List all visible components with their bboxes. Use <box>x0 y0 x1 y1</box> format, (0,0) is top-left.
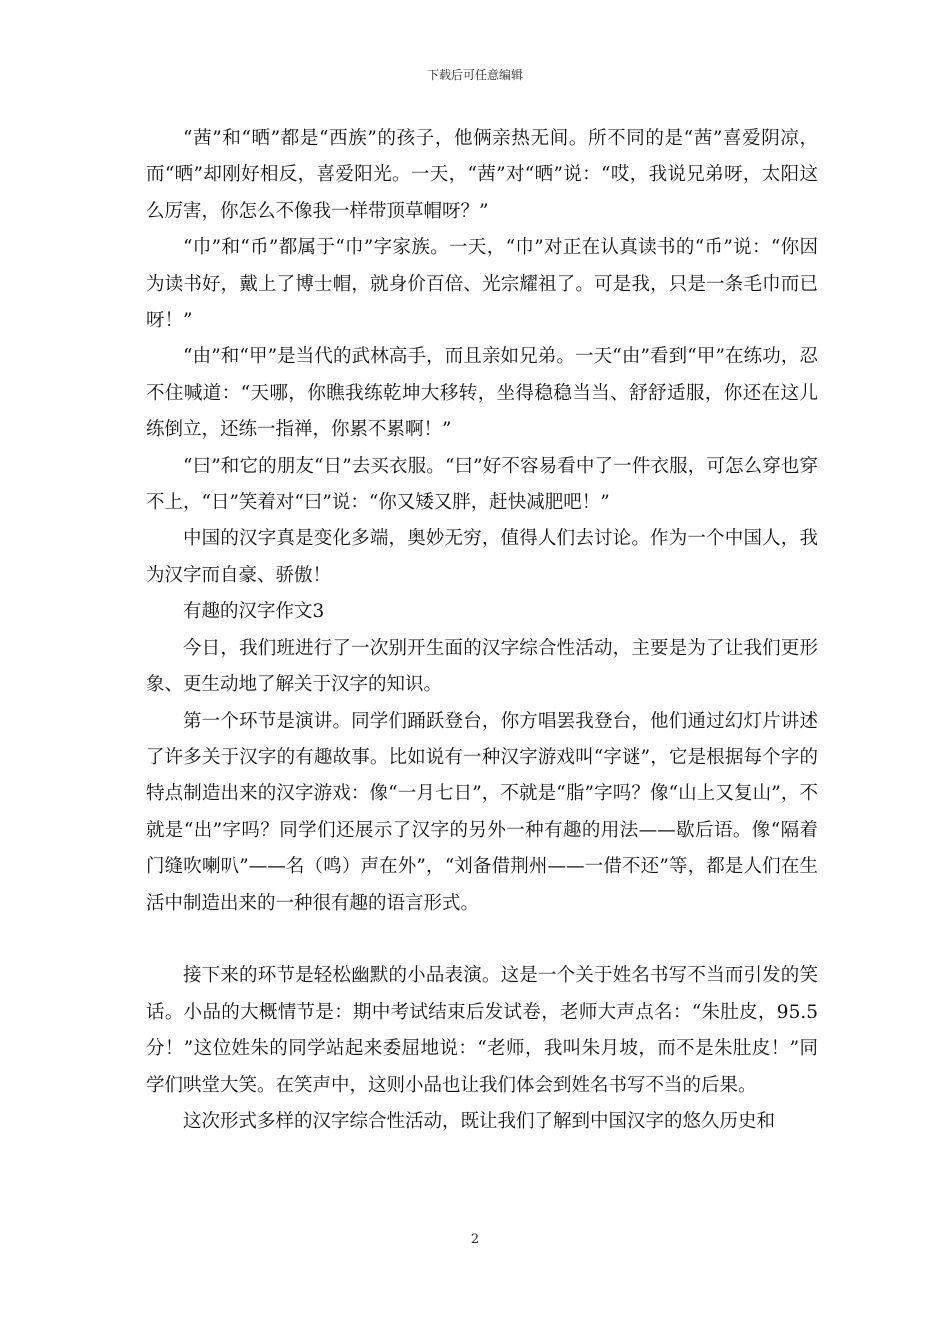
paragraph-3: “由”和“甲”是当代的武林高手，而且亲如兄弟。一天“由”看到“甲”在练功，忍不住喊道：“天哪，你瞧我练乾坤大移转，坐得稳稳当当、舒舒适服，你还在这儿练倒立，还练一指禅，你累不累啊！” <box>146 346 818 441</box>
paragraph-gap <box>146 922 818 958</box>
section-title: 有趣的汉字作文3 <box>183 601 325 623</box>
paragraph-9: 这次形式多样的汉字综合性活动，既让我们了解到中国汉字的悠久历史和 <box>183 1110 776 1132</box>
paragraph-5: 中国的汉字真是变化多端，奥妙无穷，值得人们去讨论。作为一个中国人，我为汉字而自豪、骄傲！ <box>146 528 818 586</box>
page-header: 下载后可任意编辑 <box>426 68 523 82</box>
paragraph-2: “巾”和“币”都属于“巾”字家族。一天，“巾”对正在认真读书的“币”说：“你因为读书好，戴上了博士帽，就身价百倍、光宗耀祖了。可是我，只是一条毛巾而已呀！” <box>146 237 818 332</box>
paragraph-6: 今日，我们班进行了一次别开生面的汉字综合性活动，主要是为了让我们更形象、更生动地了解关于汉字的知识。 <box>146 637 818 696</box>
paragraph-7: 第一个环节是演讲。同学们踊跃登台，你方唱罢我登台，他们通过幻灯片讲述了许多关于汉字的有趣故事。比如说有一种汉字游戏叫“字谜”，它是根据每个字的特点制造出来的汉字游戏：像“一月七日”，不就是“脂”字吗？像“山上又复山”，不就是“出”字吗？同学们还展示了汉字的另外一种有趣的用法——歇后语。像“隔着门缝吹喇叭”——名（鸣）声在外”，“刘备借荆州——一借不还”等，都是人们在生活中制造出来的一种很有趣的语言形式。 <box>146 710 818 914</box>
paragraph-4: “曰”和它的朋友“日”去买衣服。“曰”好不容易看中了一件衣服，可怎么穿也穿不上，“日”笑着对“曰”说：“你又矮又胖，赶快减肥吧！” <box>146 455 818 514</box>
paragraph-8: 接下来的环节是轻松幽默的小品表演。这是一个关于姓名书写不当而引发的笑话。小品的大概情节是：期中考试结束后发试卷，老师大声点名：“朱肚皮，95.5分！”这位姓朱的同学站起来委屈地说：“老师，我叫朱月坡，而不是朱肚皮！”同学们哄堂大笑。在笑声中，这则小品也让我们体会到姓名书写不当的后果。 <box>146 965 818 1096</box>
page-number: 2 <box>470 1232 480 1247</box>
paragraph-1: “茜”和“晒”都是“西族”的孩子，他俩亲热无间。所不同的是“茜”喜爱阴凉，而“晒”却刚好相反，喜爱阳光。一天，“茜”对“晒”说：“哎，我说兄弟呀，太阳这么厉害，你怎么不像我一样带顶草帽呀？” <box>146 128 818 222</box>
document-body <box>146 121 818 1140</box>
